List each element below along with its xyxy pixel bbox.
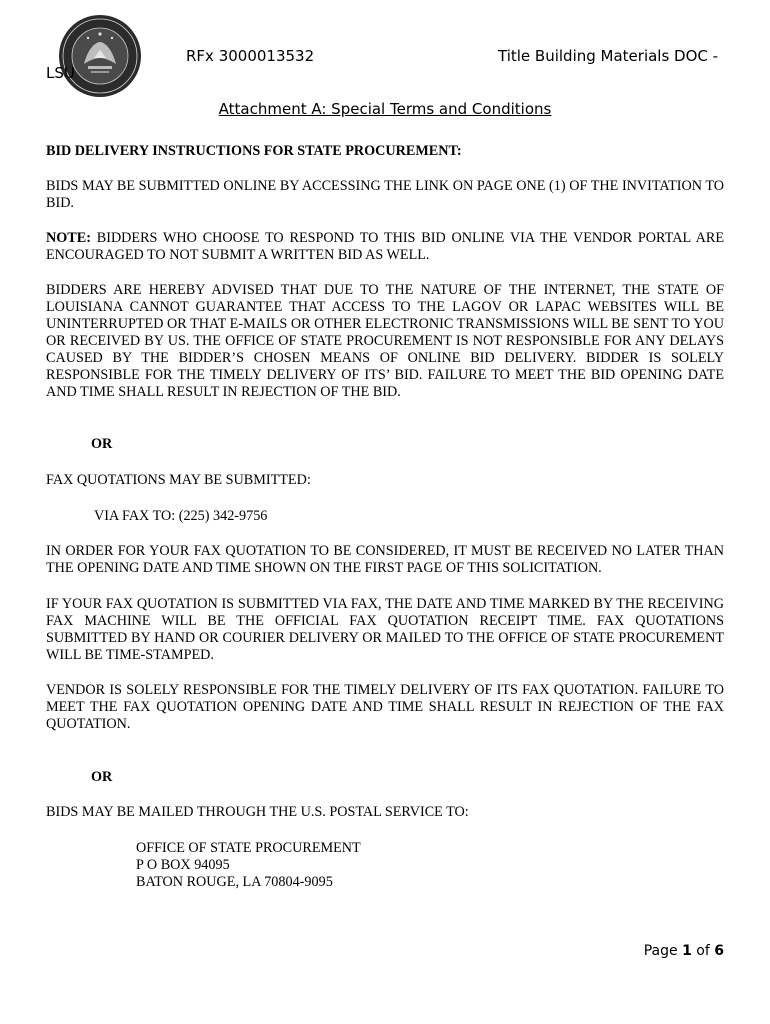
page-word: Page: [643, 943, 678, 959]
paragraph-fax-receipt-time: IF YOUR FAX QUOTATION IS SUBMITTED VIA FAX, THE DATE AND TIME MARKED BY THE RECEIVING FAX MACHINE WILL BE THE OFFICIAL FAX QUOTATION RECEIPT TIME. FAX QUOTATIONS SUBMITTED BY HAND OR COURIER DELIVERY OR MAILED TO THE OFFICE OF STATE PROCUREMENT WILL BE TIME-STAMPED.: [46, 596, 724, 663]
louisiana-state-seal-icon: [58, 14, 142, 98]
or-separator-2: OR: [91, 769, 113, 785]
mailing-address: [136, 840, 361, 891]
note-paragraph: [46, 230, 724, 264]
rfx-number: RFx 3000013532: [186, 47, 315, 65]
fax-number: VIA FAX TO: (225) 342-9756: [94, 508, 268, 524]
note-text: BIDDERS WHO CHOOSE TO RESPOND TO THIS BID ONLINE VIA THE VENDOR PORTAL ARE ENCOURAGED TO NOT SUBMIT A WRITTEN BID AS WELL.: [46, 230, 724, 263]
total-pages: 6: [714, 943, 724, 959]
page-number: [644, 943, 724, 959]
address-line: OFFICE OF STATE PROCUREMENT: [136, 840, 361, 856]
paragraph-online-bids: BIDS MAY BE SUBMITTED ONLINE BY ACCESSING THE LINK ON PAGE ONE (1) OF THE INVITATION TO BID.: [46, 178, 724, 211]
paragraph-vendor-responsibility: VENDOR IS SOLELY RESPONSIBLE FOR THE TIMELY DELIVERY OF ITS FAX QUOTATION. FAILURE TO MEET THE FAX QUOTATION OPENING DATE AND TIME SHALL RESULT IN REJECTION OF THE FAX QUOTATION.: [46, 682, 724, 732]
fax-intro: FAX QUOTATIONS MAY BE SUBMITTED:: [46, 472, 311, 488]
section-heading: BID DELIVERY INSTRUCTIONS FOR STATE PROCUREMENT:: [46, 143, 462, 159]
address-line: BATON ROUGE, LA 70804-9095: [136, 874, 333, 890]
of-word: of: [696, 943, 710, 959]
note-label: NOTE:: [46, 230, 91, 246]
current-page: 1: [682, 943, 692, 959]
or-separator-1: OR: [91, 436, 113, 452]
paragraph-internet-advisory: BIDDERS ARE HEREBY ADVISED THAT DUE TO THE NATURE OF THE INTERNET, THE STATE OF LOUISIANA CANNOT GUARANTEE THAT ACCESS TO THE LAGOV OR LAPAC WEBSITES WILL BE UNINTERRUPTED OR THAT E-MAILS OR OTHER ELECTRONIC TRANSMISSIONS WILL BE SENT TO YOU OR RECEIVED BY US. THE OFFICE OF STATE PROCUREMENT IS NOT RESPONSIBLE FOR ANY DELAYS CAUSED BY THE BIDDER’S CHOSEN MEANS OF ONLINE BID DELIVERY. BIDDER IS SOLELY RESPONSIBLE FOR THE TIMELY DELIVERY OF ITS’ BID. FAILURE TO MEET THE BID OPENING DATE AND TIME SHALL RESULT IN REJECTION OF THE BID.: [46, 282, 724, 400]
mail-intro: BIDS MAY BE MAILED THROUGH THE U.S. POSTAL SERVICE TO:: [46, 804, 469, 820]
attachment-title: Attachment A: Special Terms and Conditions: [218, 100, 552, 118]
document-title: Title Building Materials DOC -: [498, 47, 719, 65]
paragraph-fax-deadline: IN ORDER FOR YOUR FAX QUOTATION TO BE CONSIDERED, IT MUST BE RECEIVED NO LATER THAN THE OPENING DATE AND TIME SHOWN ON THE FIRST PAGE OF THIS SOLICITATION.: [46, 543, 724, 576]
document-title-continuation: LSU: [46, 64, 75, 82]
address-line: P O BOX 94095: [136, 857, 230, 873]
